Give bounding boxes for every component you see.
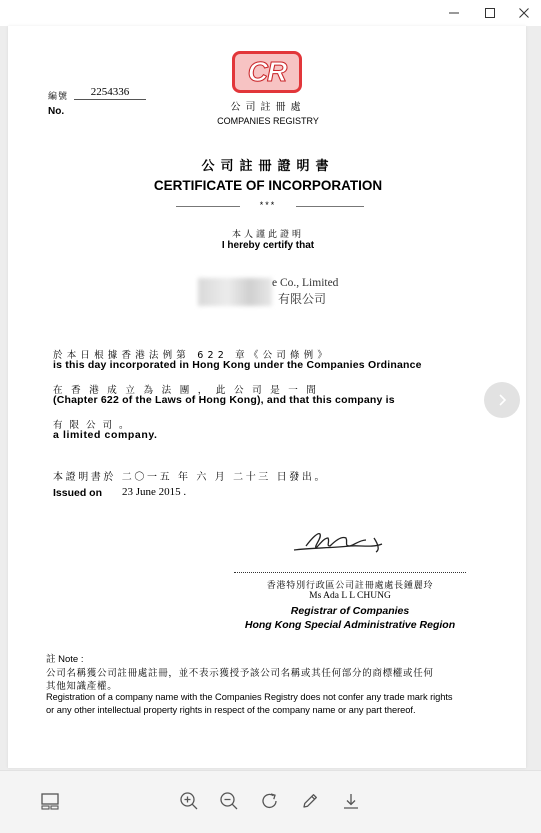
title-rule-left — [176, 206, 240, 207]
title-zh: 公司註冊證明書 — [201, 159, 335, 174]
download-button[interactable] — [339, 789, 363, 813]
minimize-icon — [448, 7, 460, 19]
note-en-line-1: Registration of a company name with the Companies Registry does not confer any trade mark rights — [46, 692, 453, 702]
body-zh-line-2: 在香港成立為法團，此公司是一間 — [53, 385, 325, 396]
zoom-in-button[interactable] — [177, 789, 201, 813]
companies-registry-logo — [232, 51, 302, 93]
close-icon — [518, 7, 530, 19]
image-viewer-canvas[interactable] — [0, 26, 541, 770]
minimize-button[interactable] — [436, 0, 472, 26]
pen-icon — [300, 791, 320, 811]
title-stars: *** — [259, 200, 277, 210]
rotate-icon — [260, 791, 280, 811]
number-label-en: No. — [48, 106, 65, 117]
close-button[interactable] — [506, 0, 541, 26]
company-name-zh: 有限公司 — [278, 292, 327, 306]
registry-name-en: COMPANIES REGISTRY — [217, 116, 319, 126]
body-en-line-1: is this day incorporated in Hong Kong under the Companies Ordinance — [53, 359, 422, 371]
logo-text: CR — [247, 56, 287, 87]
certificate-number: 2254336 — [74, 86, 146, 100]
title-en: CERTIFICATE OF INCORPORATION — [153, 178, 383, 193]
maximize-icon — [484, 7, 496, 19]
registry-name-zh: 公司註冊處 — [230, 102, 306, 113]
body-en-line-2: (Chapter 622 of the Laws of Hong Kong), and that this company is — [53, 394, 395, 406]
registrar-name: Ms Ada L L CHUNG — [309, 591, 391, 601]
chevron-right-icon — [495, 393, 509, 407]
registrar-title-1: Registrar of Companies — [290, 605, 410, 617]
registrar-zh: 香港特別行政區公司註冊處處長鍾麗玲 — [266, 581, 434, 591]
certify-zh: 本人謹此證明 — [231, 230, 304, 240]
title-rule-right — [296, 206, 364, 207]
company-name-en: e Co., Limited — [272, 277, 339, 289]
registrar-title-2: Hong Kong Special Administrative Region — [244, 619, 456, 631]
thumbnails-icon — [40, 791, 60, 811]
zoom-in-icon — [179, 791, 199, 811]
certificate-page — [8, 26, 526, 768]
note-zh-line-1: 公司名稱獲公司註冊處註冊，並不表示獲授予該公司名稱或其任何部分的商標權或任何 — [46, 668, 434, 679]
signature-line — [234, 572, 466, 573]
download-icon — [341, 791, 361, 811]
rotate-button[interactable] — [258, 789, 282, 813]
viewer-toolbar — [0, 770, 541, 833]
number-label-zh: 編號 — [48, 92, 69, 102]
note-zh-line-2: 其他知識產權。 — [46, 681, 118, 692]
edit-button[interactable] — [298, 789, 322, 813]
thumbnails-button[interactable] — [38, 789, 62, 813]
window-titlebar — [0, 0, 541, 26]
maximize-button[interactable] — [472, 0, 508, 26]
body-zh-line-1: 於本日根據香港法例第 622 章《公司條例》 — [53, 350, 332, 361]
next-image-button[interactable] — [484, 382, 520, 418]
note-en-line-2: or any other intellectual property rights in respect of the company name or any part thereof. — [46, 705, 416, 715]
zoom-out-icon — [219, 791, 239, 811]
note-label: 註 Note : — [46, 654, 84, 665]
redacted-company-name — [198, 278, 272, 306]
issued-zh: 本證明書於 二〇一五 年 六 月 二十三 日發出。 — [53, 472, 328, 483]
certify-en: I hereby certify that — [221, 240, 315, 251]
registrar-signature — [290, 526, 386, 558]
issued-label-en: Issued on — [53, 487, 103, 499]
zoom-out-button[interactable] — [217, 789, 241, 813]
body-en-line-3: a limited company. — [53, 429, 158, 441]
issued-date-en: 23 June 2015 . — [122, 486, 187, 498]
body-zh-line-3: 有限公司。 — [53, 420, 136, 431]
